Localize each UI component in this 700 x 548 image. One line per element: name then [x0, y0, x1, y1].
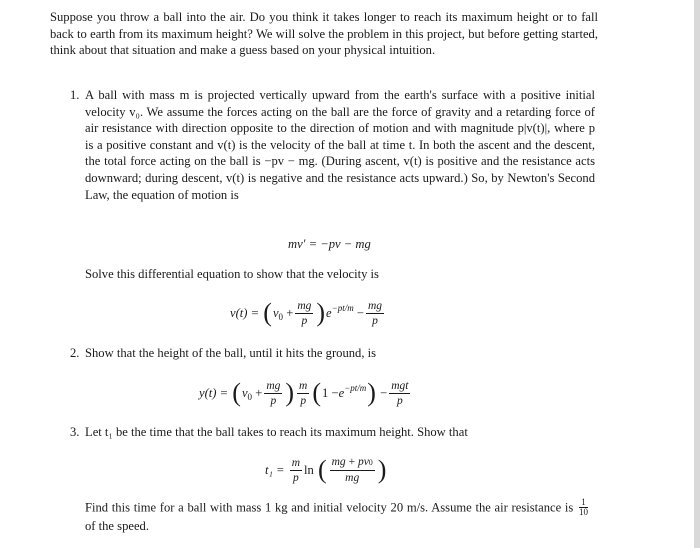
problem-item-2 [70, 345, 595, 362]
item-text: Show that the height of the ball, until it hits the ground, is [85, 346, 377, 360]
final-text-a: Find this time for a ball with mass 1 kg and initial velocity 20 m/s. Assume the air resistance is [85, 500, 574, 515]
height-lhs: y(t) = [199, 385, 229, 400]
item-number: 3. [70, 425, 80, 439]
item-text: A ball with mass m is projected vertically upward from the earth's surface with a positive initial velocity v₀. We assume the forces acting on the ball are the force of gravity and a retarding force of air resistance with direction opposite to the direction of motion and with magnitude p|v(t)|, where p is a positive constant and v(t) is the velocity of the ball at time t. In both the ascent and the descent, the total force acting on the ball is −pv − mg. (During ascent, v(t) is positive and the resistance acts downward; during descent, v(t) is negative and the resistance acts upward.) So, by Newton's Second Law, the equation of motion is [85, 88, 595, 202]
item-number: 2. [70, 346, 80, 360]
intro-paragraph: Suppose you throw a ball into the air. Do you think it takes longer to reach its maximum height or to fall back to earth from its maximum height? We will solve the problem in this project, but before getting started, think about that situation and make a guess based on your physical intuition. [50, 10, 598, 58]
problem-item-1 [70, 87, 595, 203]
t1-lhs: t₁ = [265, 462, 285, 477]
solve-instruction: Solve this differential equation to show that the velocity is [85, 267, 379, 281]
final-instruction: Find this time for a ball with mass 1 kg and initial velocity 20 m/s. Assume the air resistance is $\frac{1}{10}$ of the speed. [85, 497, 588, 533]
problem-item-3 [70, 424, 595, 441]
newton-equation-text: mv′ = −pv − mg [288, 237, 371, 251]
item-text: Let t₁ be the time that the ball takes to reach its maximum height. Show that [85, 425, 468, 439]
velocity-lhs: v(t) = [230, 305, 260, 320]
t1-equation: t₁ = $\frac{m}{p}$ ln ( $\frac{mg + pv0}{mg}$ ) [265, 455, 387, 484]
height-equation: y(t) = ( v 0 + $\frac{mg}{p}$ ) $\frac{m}{p}$ ( 1 − e $^{-pt/m}$ ) − $\frac{\text{mgt}}{p}$ [199, 378, 409, 407]
final-text-b: of the speed. [85, 519, 149, 533]
page-edge [694, 0, 700, 548]
newton-equation [288, 237, 371, 252]
velocity-equation: v(t) = ( v 0 + $\frac{mg}{p}$ ) e $^{-pt/m}$ − $\frac{mg}{p}$ [230, 298, 383, 327]
item-number: 1. [70, 88, 80, 102]
